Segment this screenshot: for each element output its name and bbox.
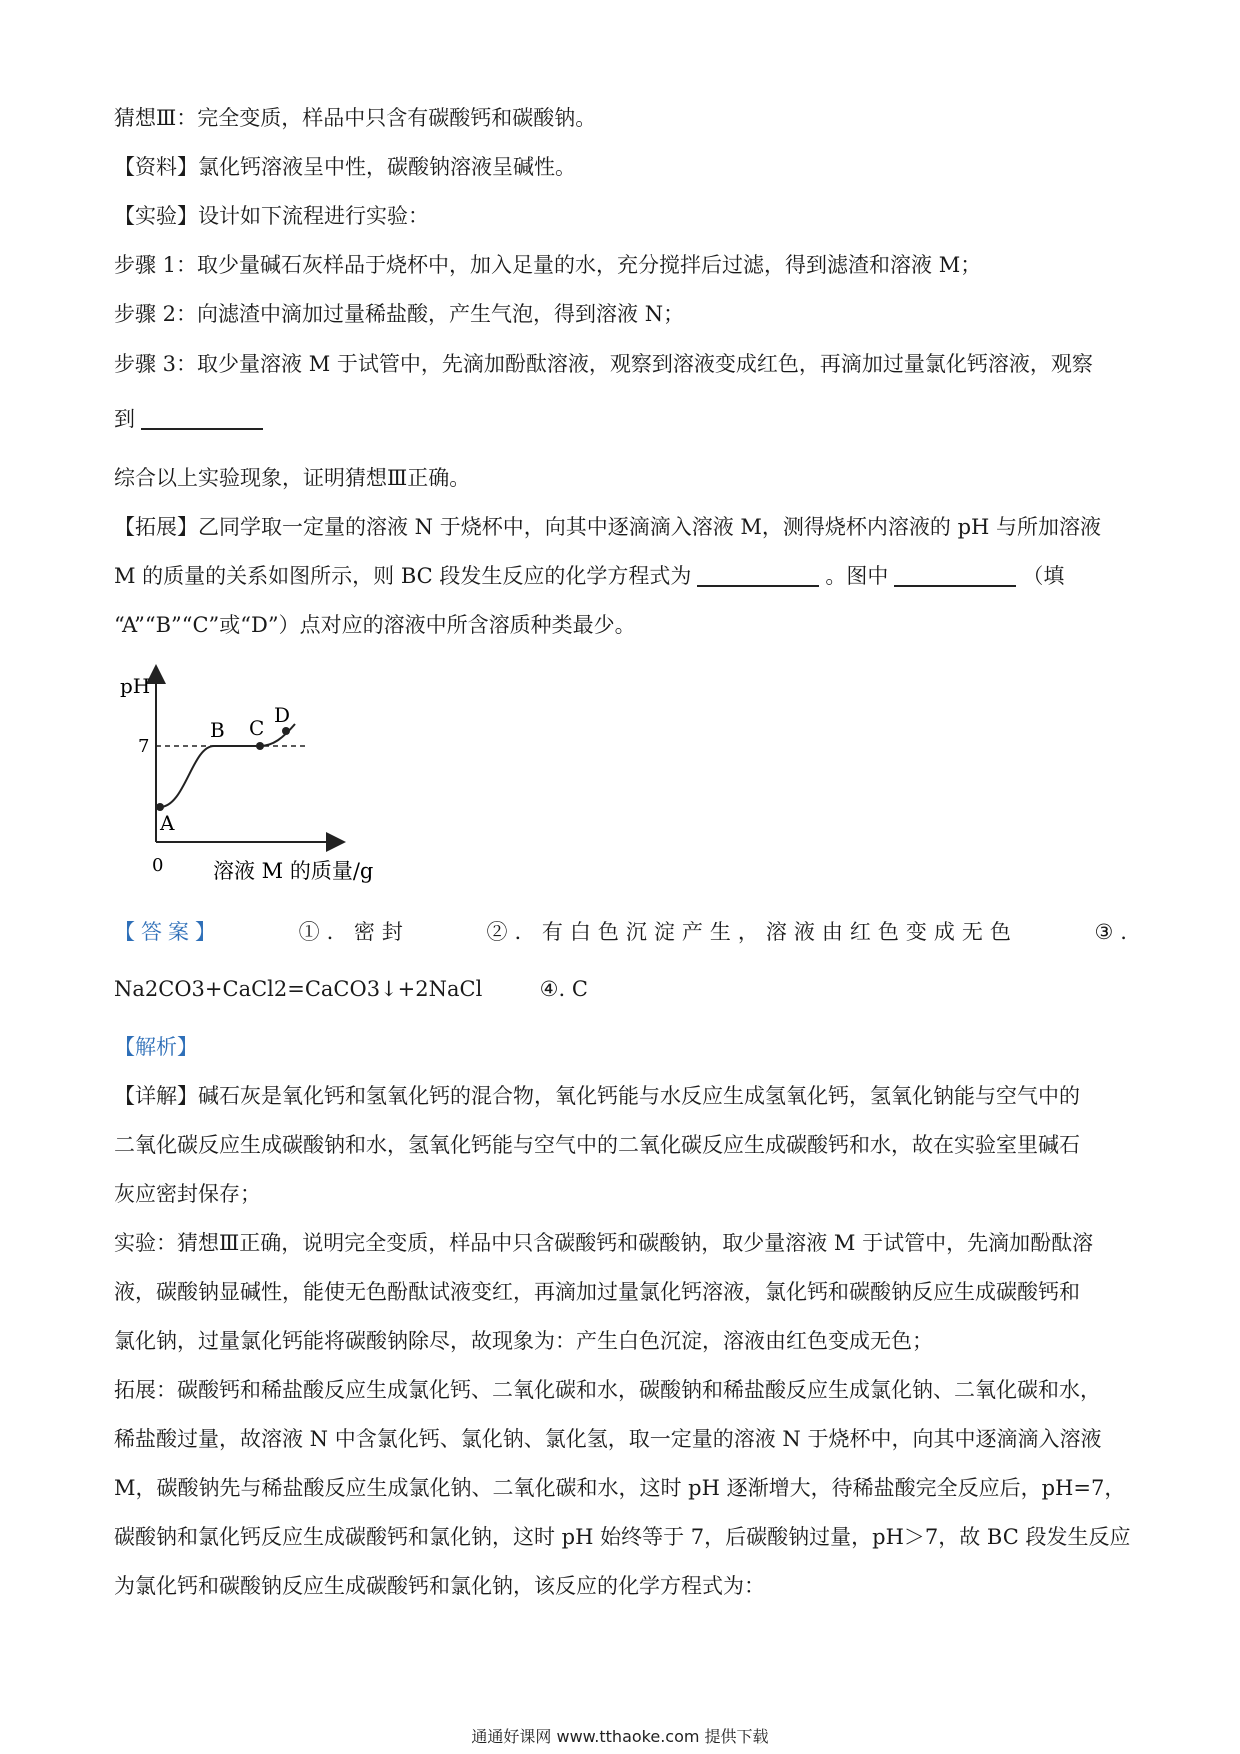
extension-analysis-line-1: 拓展：碳酸钙和稀盐酸反应生成氯化钙、二氧化碳和水，碳酸钠和稀盐酸反应生成氯化钠、二氧化碳和水， bbox=[114, 1378, 1101, 1402]
answer-3-mark: ③. bbox=[1094, 920, 1134, 944]
extension-analysis-line-4: 碳酸钠和氯化钙反应生成碳酸钙和氯化钠，这时 pH 始终等于 7，后碳酸钠过量，pH＞7，故 BC 段发生反应 bbox=[114, 1525, 1131, 1549]
answer-2: ②. 有白色沉淀产生，溶液由红色变成无色 bbox=[486, 920, 1018, 944]
step-3-text: 步骤 3：取少量溶液 M 于试管中，先滴加酚酞溶液，观察到溶液变成红色，再滴加过量氯化钙溶液，观察 bbox=[114, 352, 1093, 376]
detail-line-3: 灰应密封保存； bbox=[114, 1182, 261, 1206]
ph-curve bbox=[160, 724, 295, 807]
experiment-analysis-line-2: 液，碳酸钠显碱性，能使无色酚酞试液变红，再滴加过量氯化钙溶液，氯化钙和碳酸钠反应生成碳酸钙和 bbox=[114, 1280, 1080, 1304]
origin-label: 0 bbox=[152, 855, 164, 876]
y-tick-7: 7 bbox=[138, 736, 150, 757]
point-d-label: D bbox=[274, 703, 291, 727]
ph-graph bbox=[110, 660, 390, 890]
detail-line-1: 【详解】碱石灰是氧化钙和氢氧化钙的混合物，氧化钙能与水反应生成氢氧化钙，氢氧化钠能与空气中的 bbox=[114, 1084, 1080, 1108]
step-3-continuation bbox=[114, 404, 269, 434]
answer-4: ④. C bbox=[539, 977, 588, 1001]
answer-blank-2[interactable] bbox=[697, 563, 819, 587]
experiment-analysis-line-1: 实验：猜想Ⅲ正确，说明完全变质，样品中只含碳酸钙和碳酸钠，取少量溶液 M 于试管中，先滴加酚酞溶 bbox=[114, 1231, 1094, 1255]
extension-text-2 bbox=[114, 561, 1064, 591]
y-axis-label: pH bbox=[120, 674, 151, 698]
answer-equation-row bbox=[114, 974, 588, 1004]
x-axis-label: 溶液 M 的质量/g bbox=[213, 859, 374, 883]
point-b-label: B bbox=[210, 718, 225, 742]
answer-blank-3[interactable] bbox=[894, 563, 1016, 587]
material-text: 【资料】氯化钙溶液呈中性，碳酸钠溶液呈碱性。 bbox=[114, 155, 576, 179]
step-2-text: 步骤 2：向滤渣中滴加过量稀盐酸，产生气泡，得到溶液 N； bbox=[114, 302, 685, 326]
extension-analysis-line-5: 为氯化钙和碳酸钠反应生成碳酸钙和氯化钠，该反应的化学方程式为： bbox=[114, 1574, 765, 1598]
answer-3-equation: Na2CO3+CaCl2=CaCO3↓+2NaCl bbox=[114, 977, 483, 1001]
page-footer: 通通好课网 www.tthaoke.com 提供下载 bbox=[471, 1727, 769, 1746]
extension-question-c: （填 bbox=[1022, 564, 1065, 588]
point-c-label: C bbox=[249, 716, 265, 740]
conclusion-text: 综合以上实验现象，证明猜想Ⅲ正确。 bbox=[114, 466, 471, 490]
extension-text-1: 【拓展】乙同学取一定量的溶液 N 于烧杯中，向其中逐滴滴入溶液 M，测得烧杯内溶液的 pH 与所加溶液 bbox=[114, 515, 1102, 539]
answer-heading: 【答案】 bbox=[114, 920, 222, 944]
extension-question-a: M 的质量的关系如图所示，则 BC 段发生反应的化学方程式为 bbox=[114, 564, 692, 588]
answer-1: ①. 密封 bbox=[298, 920, 410, 944]
point-a-marker bbox=[156, 803, 164, 811]
analysis-heading: 【解析】 bbox=[114, 1035, 198, 1059]
answer-row bbox=[114, 917, 1134, 947]
experiment-heading: 【实验】设计如下流程进行实验： bbox=[114, 204, 429, 228]
extension-question-b: 。图中 bbox=[825, 564, 889, 588]
extension-analysis-line-3: M，碳酸钠先与稀盐酸反应生成氯化钠、二氧化碳和水，这时 pH 逐渐增大，待稀盐酸完全反应后，pH=7， bbox=[114, 1476, 1126, 1500]
point-d-marker bbox=[282, 727, 290, 735]
step-1-text: 步骤 1：取少量碱石灰样品于烧杯中，加入足量的水，充分搅拌后过滤，得到滤渣和溶液 M； bbox=[114, 253, 982, 277]
step-3-tail: 到 bbox=[114, 407, 135, 431]
point-a-label: A bbox=[160, 811, 175, 835]
point-c-marker bbox=[256, 742, 264, 750]
extension-analysis-line-2: 稀盐酸过量，故溶液 N 中含氯化钙、氯化钠、氯化氢，取一定量的溶液 N 于烧杯中，向其中逐滴滴入溶液 bbox=[114, 1427, 1102, 1451]
detail-line-2: 二氧化碳反应生成碳酸钠和水，氢氧化钙能与空气中的二氧化碳反应生成碳酸钙和水，故在实验室里碱石 bbox=[114, 1133, 1080, 1157]
guess-3-text: 猜想Ⅲ：完全变质，样品中只含有碳酸钙和碳酸钠。 bbox=[114, 106, 597, 130]
extension-text-3: “A”“B”“C”或“D”）点对应的溶液中所含溶质种类最少。 bbox=[114, 613, 636, 637]
answer-blank-1[interactable] bbox=[141, 406, 263, 430]
experiment-analysis-line-3: 氯化钠，过量氯化钙能将碳酸钠除尽，故现象为：产生白色沉淀，溶液由红色变成无色； bbox=[114, 1329, 933, 1353]
